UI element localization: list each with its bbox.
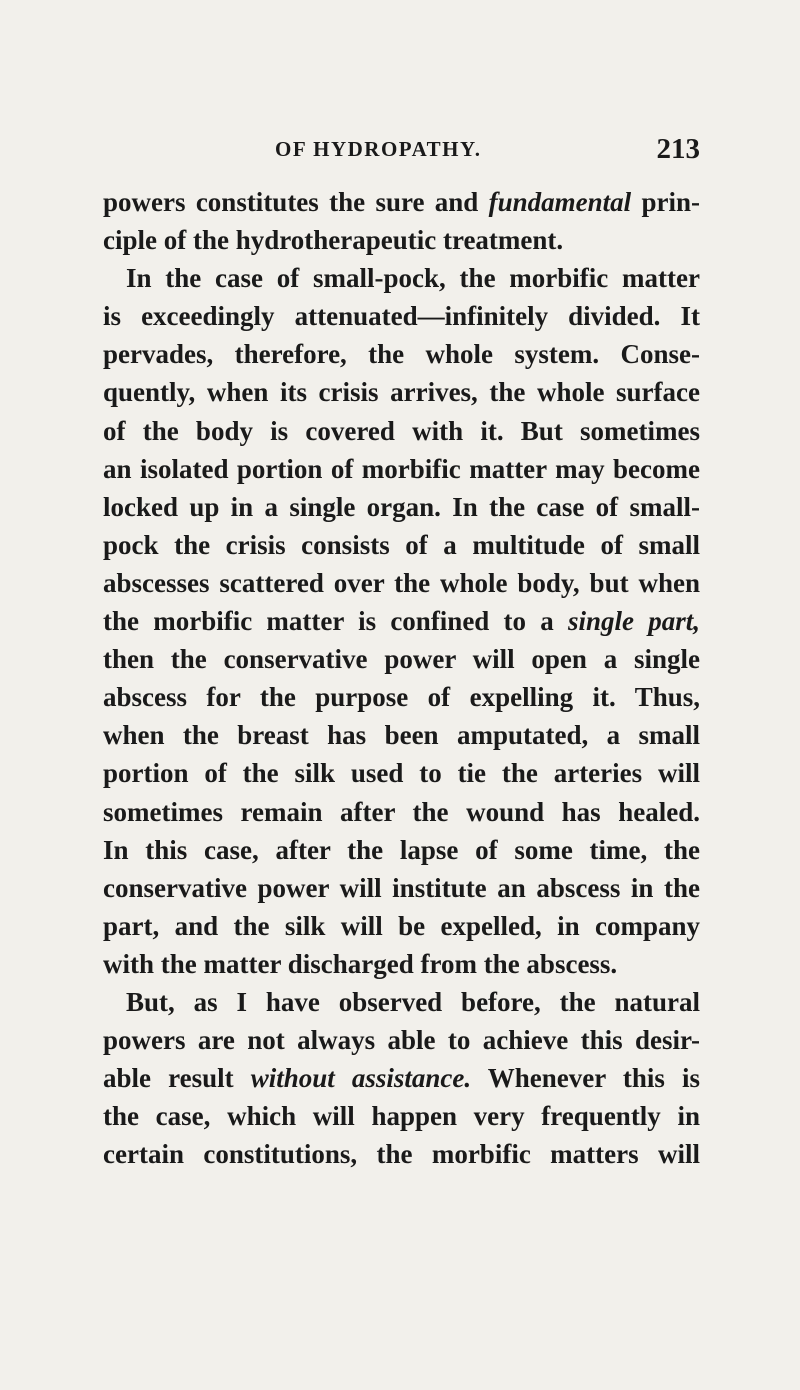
text-line: sometimes remain after the wound has healed. [103,796,700,827]
text-line: powers are not always able to achieve this desir- [103,1025,700,1056]
text-line: then the conservative power will open a single [103,644,700,675]
text-line: the case, which will happen very frequently in [103,1101,700,1132]
italic-phrase: without assistance. [250,1063,472,1094]
italic-phrase: fundamental [488,187,632,217]
text-line: able result without assistance. Whenever this is [103,1063,700,1094]
text-line: But, as I have observed before, the natural [126,986,700,1017]
text-line: locked up in a single organ. In the case of small- [103,491,700,522]
text-line: conservative power will institute an abscess in the [103,872,700,903]
text-line: pock the crisis consists of a multitude of small [103,529,700,560]
text-line: part, and the silk will be expelled, in company [103,910,700,941]
body-text [103,183,700,1173]
text-line: an isolated portion of morbific matter may become [103,453,700,484]
running-head [100,133,700,167]
text-line: pervades, therefore, the whole system. Conse- [103,339,700,370]
text-line: the morbific matter is confined to a single part, [103,606,700,637]
running-title: OF HYDROPATHY. [275,137,482,161]
italic-phrase: single part, [567,606,700,637]
text-line: In the case of small-pock, the morbific matter [126,263,700,294]
text-line: abscesses scattered over the whole body, but when [103,567,700,598]
text-line: with the matter discharged from the abscess. [103,948,618,979]
page-number: 213 [656,133,700,165]
text-line: is exceedingly attenuated—infinitely divided. It [103,301,700,332]
text-line: certain constitutions, the morbific matters will [103,1139,700,1170]
text-line: of the body is covered with it. But sometimes [103,415,700,446]
text-line: ciple of the hydrotherapeutic treatment. [103,225,564,256]
text-line: quently, when its crisis arrives, the whole surface [103,377,700,408]
text-line: abscess for the purpose of expelling it. Thus, [103,682,700,713]
text-line: powers constitutes the sure and fundamental prin- [103,187,700,217]
text-line: when the breast has been amputated, a small [103,720,700,751]
text-line: portion of the silk used to tie the arteries will [103,758,700,789]
text-line: In this case, after the lapse of some time, the [103,834,700,865]
